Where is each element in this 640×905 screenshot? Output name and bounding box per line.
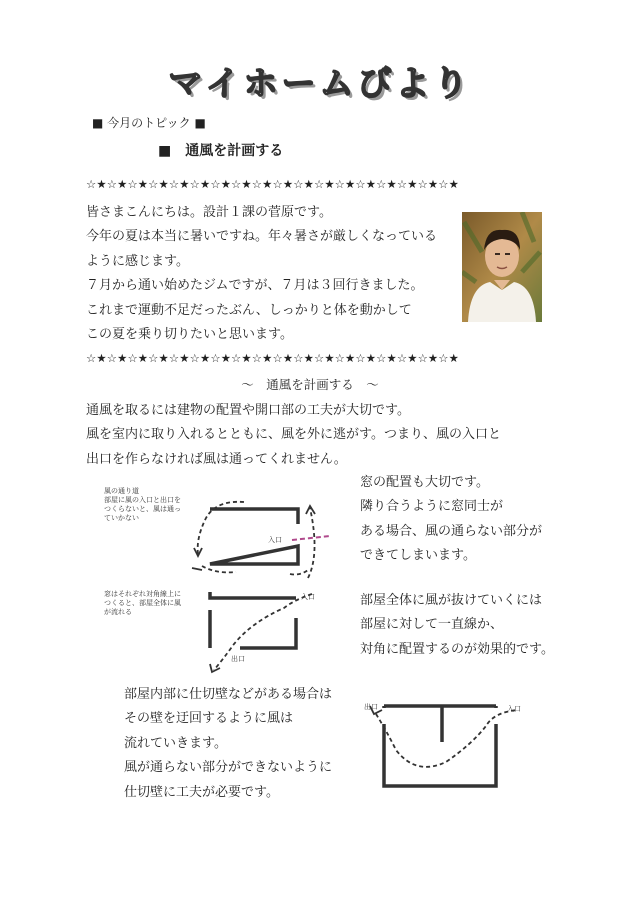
greeting-line: 皆さまこんにちは。設計１課の菅原です。 — [86, 205, 332, 220]
note-line: ていかない — [104, 514, 139, 522]
entrance-label-3: 入口 — [507, 705, 521, 713]
wind-inflow-line — [292, 536, 330, 540]
partition-line: 仕切壁に工夫が必要です。 — [124, 784, 279, 800]
note-line: 窓はそれぞれ対角線上に — [104, 590, 181, 598]
wind-arrow — [202, 566, 236, 572]
diagram-partition-wall — [356, 700, 536, 800]
room-walls — [210, 509, 298, 564]
star-divider-top: ☆★☆★☆★☆★☆★☆★☆★☆★☆★☆★☆★☆★☆★☆★☆★☆★☆★☆★ — [86, 177, 460, 191]
window-line: できてしまいます。 — [360, 548, 476, 564]
entrance-label-1: 入口 — [268, 536, 282, 544]
intro-line: 風を室内に取り入れるとともに、風を外に逃がす。つまり、風の入口と — [86, 427, 501, 443]
window-line: 窓の配置も大切です。 — [360, 475, 489, 490]
newsletter-title: マイホームびより — [168, 64, 472, 104]
diagram-diagonal-windows — [200, 590, 320, 680]
wind-path-title: 風の通り道 — [104, 487, 139, 495]
greeting-line: ７月から通い始めたジムですが、７月は３回行きました。 — [86, 278, 424, 294]
arrowhead-icon — [192, 568, 202, 570]
partition-line: 流れていきます。 — [124, 735, 227, 751]
partition-line: その壁を迂回するように風は — [124, 711, 294, 727]
greeting-line: 今年の夏は本当に暑いですね。年々暑さが厳しくなっている — [86, 229, 438, 245]
note-line: つくらないと、風は通っ — [104, 505, 181, 513]
section-subheading: ～ 通風を計画する ～ — [241, 377, 379, 392]
window-line: 隣り合うように窓同士が — [360, 499, 504, 515]
exit-label-3: 出口 — [364, 703, 378, 711]
greeting-line: これまで運動不足だったぶん、しっかりと体を動かして — [86, 302, 412, 318]
wind-arrow — [290, 570, 308, 575]
diagonal-placement-paragraph — [360, 589, 554, 662]
star-divider-middle: ☆★☆★☆★☆★☆★☆★☆★☆★☆★☆★☆★☆★☆★☆★☆★☆★☆★☆★ — [86, 351, 460, 365]
wind-arrow — [308, 508, 315, 578]
room-walls — [210, 592, 296, 648]
diagram-note-2 — [104, 590, 181, 617]
diagram-note-1 — [104, 487, 181, 523]
greeting-line: この夏を乗り切りたいと思います。 — [86, 326, 293, 342]
greeting-paragraph — [86, 201, 437, 347]
author-photo — [462, 212, 542, 322]
partition-line: 風が通らない部分ができないように — [124, 760, 333, 776]
topic-label: ■ 今月のトピック ■ — [92, 116, 206, 130]
window-line: ある場合、風の通らない部分が — [360, 523, 543, 539]
greeting-line: ように感じます。 — [86, 253, 189, 269]
diagonal-line: 対角に配置するのが効果的です。 — [360, 641, 554, 657]
room-walls — [384, 706, 496, 786]
note-line: 部屋に風の入口と出口を — [104, 496, 181, 504]
partition-line: 部屋内部に仕切壁などがある場合は — [124, 687, 333, 702]
note-line: つくると、部屋全体に風 — [104, 599, 181, 607]
exit-label-2: 出口 — [231, 655, 245, 663]
topic-heading: ■ 通風を計画する — [158, 143, 284, 159]
diagram-no-outlet — [180, 494, 340, 584]
intro-paragraph — [86, 399, 501, 472]
entrance-label-2: 入口 — [301, 593, 315, 601]
intro-line: 通風を取るには建物の配置や開口部の工夫が大切です。 — [86, 403, 410, 418]
partition-wall-paragraph — [124, 683, 332, 805]
diagonal-line: 部屋に対して一直線か、 — [360, 617, 504, 633]
note-line: が流れる — [104, 608, 132, 616]
intro-line: 出口を作らなければ風は通ってくれません。 — [86, 451, 347, 467]
window-placement-paragraph — [360, 471, 542, 569]
diagonal-line: 部屋全体に風が抜けていくには — [360, 593, 543, 608]
window-opening — [492, 708, 502, 724]
